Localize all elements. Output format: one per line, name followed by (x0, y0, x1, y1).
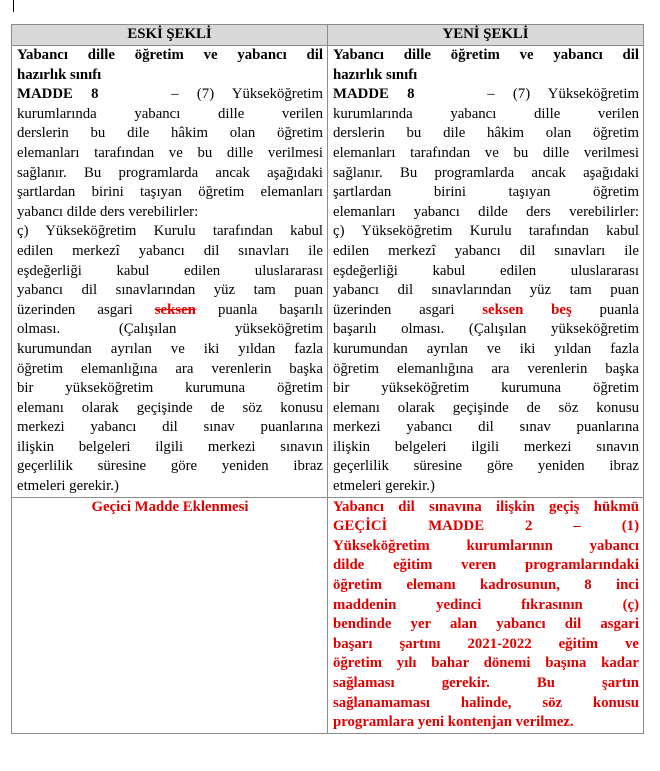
paragraph-line: dilde eğitim veren programlarındaki (333, 557, 639, 574)
paragraph-line: öğretim elemanlığına ara verenlerin başka (333, 360, 639, 377)
paragraph-line: öğretim yılı bahar dönemi başına kadar (333, 655, 639, 672)
header-old: ESKİ ŞEKLİ (12, 25, 328, 46)
paragraph-line: Yabancı dil sınavına ilişkin geçiş hükmü (333, 498, 639, 515)
paragraph-line: şartlardan birini taşıyan öğretim (333, 184, 639, 201)
paragraph-line: bir yükseköğretim kurumuna öğretim (333, 380, 639, 397)
article-heading-cont: hazırlık sınıfı (17, 66, 102, 83)
paragraph-line: ilişkin belgeleri ilgili merkezi sınavın (17, 438, 323, 455)
paragraph-line: üzerinden asgari seksen puanla başarılı (17, 301, 323, 318)
paragraph-line: geçerlilik süresine göre yeniden ibraz (333, 458, 639, 475)
paragraph-line: kurumlarında yabancı dille verilen (333, 105, 639, 122)
paragraph-line: eşdeğerliği kabul edilen uluslararası (333, 262, 639, 279)
paragraph-line: maddenin yedinci fıkrasının (ç) (333, 596, 639, 613)
table-row (12, 497, 644, 733)
paragraph-line: elemanları tarafından ve bu dille verilmesi (333, 144, 639, 161)
article-heading: Yabancı dille öğretim ve yabancı dil (17, 47, 323, 63)
paragraph-line: edilen merkezî yabancı dil sınavları ile (17, 242, 323, 259)
paragraph-line: yabancı dilde ders verebilirler: (17, 203, 199, 220)
paragraph-line: geçerlilik süresine göre yeniden ibraz (17, 458, 323, 475)
table-row (12, 46, 644, 498)
paragraph-line: elemanı olarak geçişinde de söz konusu (17, 399, 323, 416)
paragraph-line: bir yükseköğretim kurumuna öğretim (17, 380, 323, 397)
paragraph-line: kurumundan ayrılan ve iki yıldan fazla (17, 340, 323, 357)
paragraph-line: başarılı olması. (Çalışılan yükseköğretim (333, 321, 639, 338)
new-provisional-article (328, 497, 644, 733)
paragraph-line: programlara yeni kontenjan verilmez. (333, 714, 574, 731)
paragraph-line: elemanları tarafından ve bu dille verilmesi (17, 144, 323, 161)
paragraph-line: öğretim elemanlığına ara verenlerin başka (17, 360, 323, 377)
new-text-cell (328, 46, 644, 498)
table-header-row (12, 25, 644, 46)
madde-label: MADDE 8 (333, 86, 415, 103)
article-heading-cont: hazırlık sınıfı (333, 66, 418, 83)
new-score: seksen beş (482, 301, 572, 318)
paragraph-line: öğretim elemanı kadrosunun, 8 inci (333, 577, 639, 594)
paragraph-line: sağlaması gerekir. Bu şartın (333, 675, 639, 691)
paragraph-line: elemanları yabancı dilde ders verebilirler: (333, 203, 639, 220)
paragraph-line: merkezi yabancı dil sınav puanlarına (17, 419, 323, 436)
paragraph-line: eşdeğerliği kabul edilen uluslararası (17, 262, 323, 279)
paragraph-line: ç) Yükseköğretim Kurulu tarafından kabul (17, 223, 323, 240)
paragraph-line: MADDE 8 – (7) Yükseköğretim (17, 86, 324, 103)
paragraph-line: yabancı dil sınavlarından yüz tam puan (333, 282, 639, 299)
paragraph-line: kurumundan ayrılan ve iki yıldan fazla (333, 340, 639, 357)
paragraph-line: Yükseköğretim kurumlarının yabancı (333, 537, 639, 554)
paragraph-line: yabancı dil sınavlarından yüz tam puan (17, 282, 323, 299)
paragraph-line: derslerin bu dile hâkim olan öğretim (333, 125, 639, 142)
madde-label: MADDE 8 (17, 86, 99, 103)
deleted-score: seksen (154, 301, 196, 318)
added-article-label: Geçici Madde Eklenmesi (12, 497, 328, 733)
paragraph-line: üzerinden asgari seksen beş puanla (333, 301, 639, 318)
paragraph-line: MADDE 8 – (7) Yükseköğretim (333, 86, 640, 103)
paragraph-line: başarı şartını 2021-2022 eğitim ve (333, 635, 639, 652)
paragraph-line: bendinde yer alan yabancı dil asgari (333, 616, 639, 633)
paragraph-line: GEÇİCİ MADDE 2 – (1) (333, 518, 639, 535)
header-new: YENİ ŞEKLİ (328, 25, 644, 46)
paragraph-line: şartlardan birini taşıyan öğretim elemanları (17, 184, 323, 201)
paragraph-line: elemanı olarak geçişinde de söz konusu (333, 399, 639, 416)
paragraph-line: derslerin bu dile hâkim olan öğretim (17, 125, 323, 142)
paragraph-line: ç) Yükseköğretim Kurulu tarafından kabul (333, 223, 639, 240)
comparison-table (11, 24, 644, 734)
paragraph-line: ilişkin belgeleri ilgili merkezi sınavın (333, 438, 639, 455)
paragraph-line: edilen merkezî yabancı dil sınavları ile (333, 242, 639, 259)
old-text-cell (12, 46, 328, 498)
paragraph-line: sağlanır. Bu programlarda ancak aşağıdaki (17, 164, 323, 181)
paragraph-line: merkezi yabancı dil sınav puanlarına (333, 419, 639, 436)
paragraph-line: olması. (Çalışılan yükseköğretim (17, 321, 323, 338)
paragraph-line: etmeleri gerekir.) (17, 478, 119, 495)
paragraph-line: sağlanamaması halinde, söz konusu (333, 694, 639, 711)
paragraph-line: sağlanır. Bu programlarda ancak aşağıdaki (333, 164, 639, 181)
paragraph-line: etmeleri gerekir.) (333, 478, 435, 495)
text-cursor (13, 0, 14, 12)
article-heading: Yabancı dille öğretim ve yabancı dil (333, 47, 639, 63)
paragraph-line: kurumlarında yabancı dille verilen (17, 105, 323, 122)
